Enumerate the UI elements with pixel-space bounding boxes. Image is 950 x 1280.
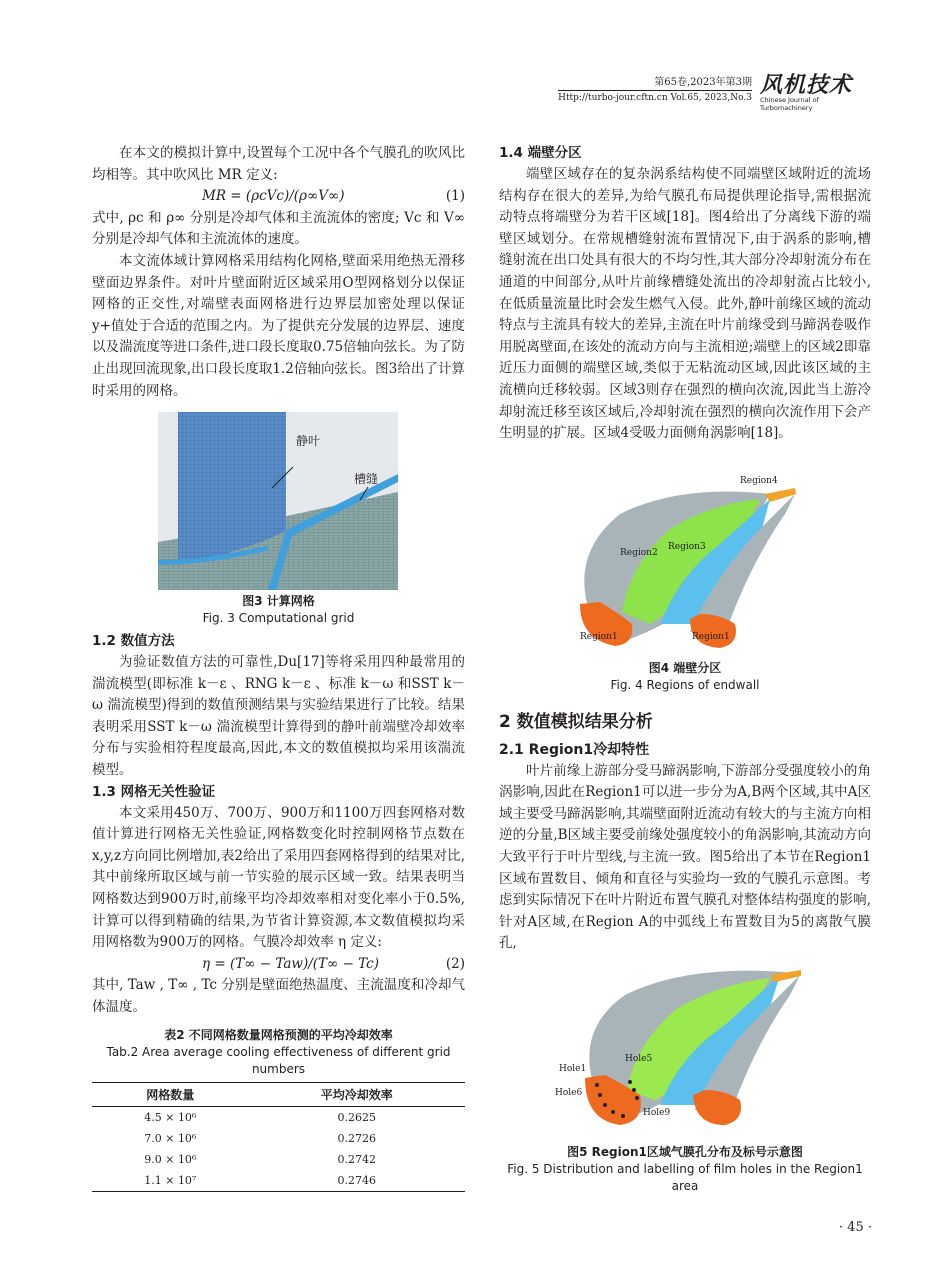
section-1-4-title: 1.4 端壁分区	[499, 145, 582, 161]
caption-cn: 图4 端壁分区	[648, 661, 722, 675]
equation-number: (1)	[445, 188, 465, 205]
fig4-label: Region4	[740, 476, 778, 486]
fig5-label: Hole1	[559, 1064, 587, 1074]
table-cell: 9.0 × 10⁶	[144, 1153, 197, 1166]
figure-5	[555, 960, 805, 1130]
table-cell: 0.2742	[337, 1153, 377, 1166]
left-column	[92, 143, 465, 402]
fig4-label: Region1	[580, 632, 618, 642]
table-cell: 1.1 × 10⁷	[92, 1170, 249, 1192]
endwall-regions-image	[560, 474, 800, 654]
label-vane: 静叶	[296, 434, 321, 448]
equation-2	[92, 954, 465, 976]
table-row	[92, 1107, 465, 1129]
caption-cn: 图5 Region1区域气膜孔分布及标号示意图	[567, 1145, 803, 1159]
figure-4-caption	[499, 660, 871, 694]
table-cell: 4.5 × 10⁶	[144, 1111, 197, 1124]
equation-body: η = (T∞ − Taw)/(T∞ − Tc)	[202, 955, 379, 972]
figure-5-caption	[499, 1144, 871, 1195]
section-2-title: 2 数值模拟结果分析	[499, 712, 653, 732]
figure-3	[158, 412, 398, 590]
equation-body: MR = (ρcVc)/(ρ∞V∞)	[202, 188, 345, 205]
url-line: Http://turbo-jour.cftn.cn Vol.65, 2023,No.3	[558, 90, 752, 103]
paragraph: 其中, Taw , T∞ , Tc 分别是壁面绝热温度、主流温度和冷却气体温度。	[92, 977, 465, 1015]
label-slot: 槽缝	[354, 472, 379, 486]
table-cell: 7.0 × 10⁶	[144, 1132, 197, 1145]
equation-number: (2)	[445, 955, 465, 972]
paragraph: 叶片前缘上游部分受马蹄涡影响,下游部分受强度较小的角涡影响,因此在Region1可以进一步分为A,B两个区域,其中A区域主要受马蹄涡影响,其端壁面附近流动有较大的与主流方向相逆的分量,B区域主要受前缘处强度较小的角涡影响,其流动方向大致平行于叶片型线,与主流一致。图5给出了本节在Region1区域布置数目、倾角和直径与实验均一致的气膜孔示意图。考虑到实际情况下在叶片附近布置气膜孔对整体结构强度的影响,针对A区域,在Region A的中弧线上布置数目为5的离散气膜孔,	[499, 762, 871, 952]
journal-logo: 风机技术	[760, 72, 853, 98]
journal-header	[540, 70, 870, 110]
figure-3-caption	[92, 593, 465, 627]
table-cell: 0.2625	[337, 1111, 377, 1124]
figure-4	[560, 474, 800, 654]
fig4-label: Region2	[620, 548, 658, 558]
table-2	[92, 1027, 465, 1192]
table-row	[92, 1149, 465, 1170]
table-row	[92, 1170, 465, 1192]
table-caption	[92, 1027, 465, 1078]
computational-grid-image	[158, 412, 398, 590]
paragraph: 为验证数值方法的可靠性,Du[17]等将采用四种最常用的湍流模型(即标准 k－ε 、RNG k－ε 、标准 k－ω 和SST k－ω 湍流模型)得到的数值预测结果与实验结果进行了比较。结果表明采用SST k－ω 湍流模型计算得到的静叶前端壁冷却效率分布与实验相符程度最高,因此,本文的数值模拟均采用该湍流模型。	[92, 654, 465, 778]
equation-1	[92, 186, 465, 208]
paragraph: 本文流体域计算网格采用结构化网格,壁面采用绝热无滑移壁面边界条件。对叶片壁面附近区域采用O型网格划分以保证网格的正交性,对端壁表面网格进行边界层加密处理以保证y+值处于合适的范围之内。为了提供充分发展的边界层、速度以及湍流度等进口条件,进口段长度取0.75倍轴向弦长。为了防止出现回流现象,出口段长度取1.2倍轴向弦长。图3给出了计算时采用的网格。	[92, 252, 465, 399]
grid-table	[92, 1082, 465, 1192]
caption-en: Fig. 3 Computational grid	[202, 611, 355, 625]
fig5-label: Hole9	[643, 1108, 671, 1118]
paragraph: 本文采用450万、700万、900万和1100万四套网格对数值计算进行网格无关性验证,网格数变化时控制网格节点数在x,y,z方向同比例增加,表2给出了采用四套网格得到的结果对比,其中前缘所取区域与前一节实验的展示区域一致。结果表明当网格数达到900万时,前缘平均冷却效率相对变化率小于0.5%,计算可以得到精确的结果,为节省计算资源,本文数值模拟均采用网格数为900万的网格。气膜冷却效率 η 定义:	[92, 804, 465, 951]
table-row	[92, 1128, 465, 1149]
paragraph: 式中, ρc 和 ρ∞ 分别是冷却气体和主流流体的密度; Vc 和 V∞ 分别是冷却气体和主流流体的速度。	[92, 209, 465, 248]
section-1-2-title: 1.2 数值方法	[92, 633, 175, 649]
table-cell: 0.2726	[337, 1132, 377, 1145]
paragraph: 端壁区域存在的复杂涡系结构使不同端壁区域附近的流场结构存在很大的差异,为给气膜孔布局提供理论指导,需根据流动特点将端壁分为若干区域[18]。图4给出了分离线下游的端壁区域划分。在常规槽缝射流布置情况下,由于涡系的影响,槽缝射流在出口处具有很大的不均匀性,其大部分冷却射流分布在通道的中间部分,从叶片前缘槽缝处流出的冷却射流占比较小,在低质量流量比时会发生燃气入侵。此外,静叶前缘区域的流动特点与主流具有较大的差异,主流在叶片前缘受到马蹄涡卷吸作用脱离壁面,在该处的流动方向与主流相逆;端壁上的区域2即靠近压力面侧的端壁区域,类似于无粘流动区域,因此该区域的主流横向迁移较弱。区域3则存在强烈的横向次流,因此当上游冷却射流迁移至该区域后,冷却射流在强烈的横向次流作用下会产生明显的扩展。区域4受吸力面侧角涡影响[18]。	[499, 166, 871, 442]
issue-line: 第65卷,2023年第3期	[654, 77, 752, 88]
caption-en: Tab.2 Area average cooling effectiveness of different grid numbers	[106, 1045, 451, 1076]
right-column-lower	[499, 702, 871, 955]
fig5-label: Hole5	[625, 1054, 653, 1064]
caption-cn: 图3 计算网格	[242, 594, 315, 608]
journal-logo-en: Chinese Journal of Turbomachinery	[760, 96, 819, 112]
caption-en: Fig. 5 Distribution and labelling of film holes in the Region1 area	[507, 1162, 863, 1193]
fig5-label: Hole6	[555, 1088, 583, 1098]
caption-cn: 表2 不同网格数量网格预测的平均冷却效率	[164, 1028, 393, 1042]
fig4-label: Region3	[668, 542, 706, 552]
table-header: 平均冷却效率	[249, 1083, 465, 1107]
page-number: · 45 ·	[838, 1220, 872, 1235]
table-cell: 0.2746	[249, 1170, 465, 1192]
section-1-3-title: 1.3 网格无关性验证	[92, 783, 216, 800]
table-header: 网格数量	[92, 1083, 249, 1107]
section-2-1-title: 2.1 Region1冷却特性	[499, 741, 650, 758]
right-column	[499, 143, 871, 445]
left-column-lower	[92, 631, 465, 1019]
paragraph: 在本文的模拟计算中,设置每个工况中各个气膜孔的吹风比均相等。其中吹风比 MR 定义:	[92, 145, 465, 183]
fig4-label: Region1	[692, 632, 730, 642]
caption-en: Fig. 4 Regions of endwall	[610, 678, 760, 692]
film-holes-image	[555, 960, 805, 1130]
